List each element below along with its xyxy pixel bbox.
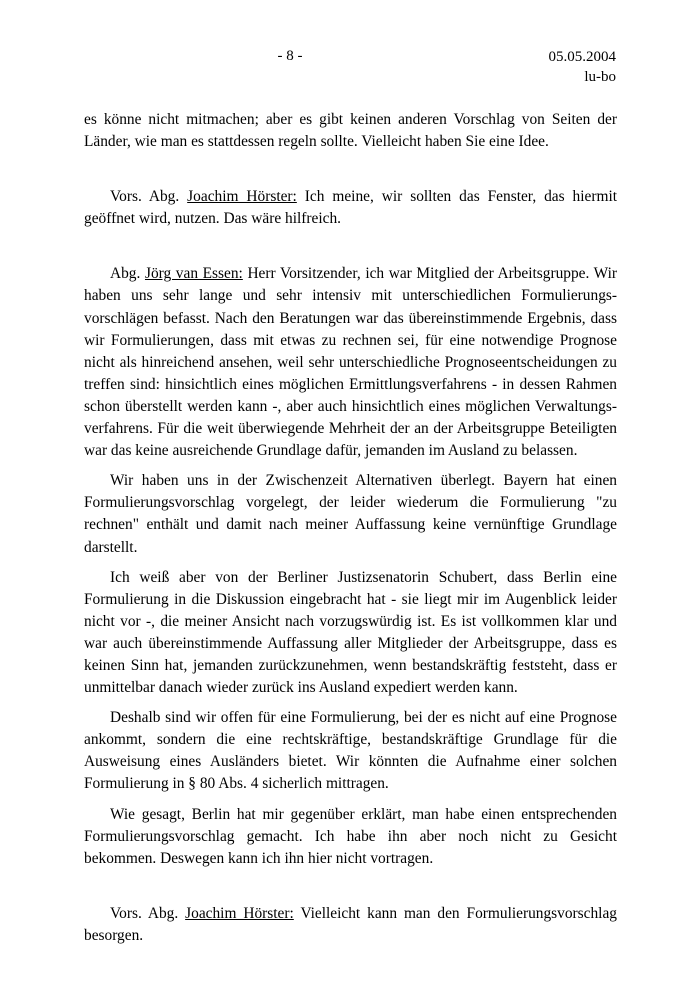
header-date: 05.05.2004	[548, 49, 616, 65]
speech-hoerster-1	[84, 186, 617, 230]
paragraph: Ich weiß aber von der Berliner Justizsenatorin Schubert, dass Berlin eine Formulierung in die Diskussion eingebracht hat - sie liegt mir im Augenblick leider nicht vor -, die meiner Ansicht nach vorzugswürdig ist. Es ist vollkommen klar und war auch übereinstimmende Auffassung aller Mitglieder der Arbeitsgruppe, dass es keinen Sinn hat, jemanden zurückzunehmen, wenn bestandskräftig feststeht, dass er unmittelbar danach wieder zurück ins Ausland expediert werden kann.	[84, 568, 617, 697]
transcript-body	[84, 109, 617, 947]
paragraph: Wie gesagt, Berlin hat mir gegenüber erklärt, man habe einen entsprechenden Formulierungsvorschlag gemacht. Ich habe ihn aber noch nicht zu Gesicht bekommen. Deswegen kann ich ihn hier nicht vortragen.	[84, 805, 617, 867]
speech-text: Herr Vorsitzender, ich war Mitglied der Arbeitsgruppe. Wir haben uns sehr lange und sehr intensiv mit unterschiedlichen Formulierungs-vorschlägen befasst. Nach den Beratungen war das übereinstimmende Ergebnis, dass wir Formulierungen, dass mit etwas zu rechnen sei, für eine notwendige Prognose nicht als hinreichend ansehen, weil sehr unterschiedliche Prognoseentscheidungen zu treffen sind: hinsichtlich eines möglichen Ermittlungsverfahrens - in dessen Rahmen schon überstellt werden kann -, aber auch hinsichtlich eines möglichen Verwaltungs-verfahrens. Für die weit überwiegende Mehrheit der an der Arbeitsgruppe Beteiligten war das keine ausreichende Grundlage dafür, jemanden im Ausland zu belassen.	[84, 265, 617, 460]
speech-hoerster-2	[84, 903, 617, 947]
speaker-name: Joachim Hörster:	[185, 904, 294, 922]
speech-text: Ich meine, wir sollten das Fenster, das hiermit geöffnet wird, nutzen. Das wäre hilfreich.	[84, 188, 617, 228]
header-initials: lu-bo	[584, 69, 616, 85]
speaker-prefix: Vors. Abg.	[110, 904, 186, 922]
speaker-name: Joachim Hörster:	[187, 188, 297, 206]
header-meta	[549, 47, 617, 87]
speaker-name: Jörg van Essen:	[144, 265, 243, 283]
paragraph: es könne nicht mitmachen; aber es gibt keinen anderen Vorschlag von Seiten der Länder, wie man es stattdessen regeln sollte. Vielleicht haben Sie eine Idee.	[84, 111, 617, 151]
speaker-prefix: Abg.	[110, 265, 145, 283]
page-number: - 8 -	[277, 48, 303, 64]
speech-text: Vielleicht kann man den Formulierungsvorschlag besorgen.	[84, 904, 617, 944]
speech-van-essen	[84, 263, 617, 462]
paragraph: Deshalb sind wir offen für eine Formulierung, bei der es nicht auf eine Prognose ankommt, sondern die eine rechtskräftige, bestandskräftige Grundlage für die Ausweisung eines Ausländers bietet. Wir könnten die Aufnahme einer solchen Formulierung in § 80 Abs. 4 sicherlich mittragen.	[84, 709, 617, 793]
paragraph: Wir haben uns in der Zwischenzeit Alternativen überlegt. Bayern hat einen Formulierungsvorschlag vorgelegt, der leider wiederum die Formulierung "zu rechnen" enthält und damit nach meiner Auffassung keine vernünftige Grundlage darstellt.	[84, 472, 617, 556]
speaker-prefix: Vors. Abg.	[110, 188, 188, 206]
